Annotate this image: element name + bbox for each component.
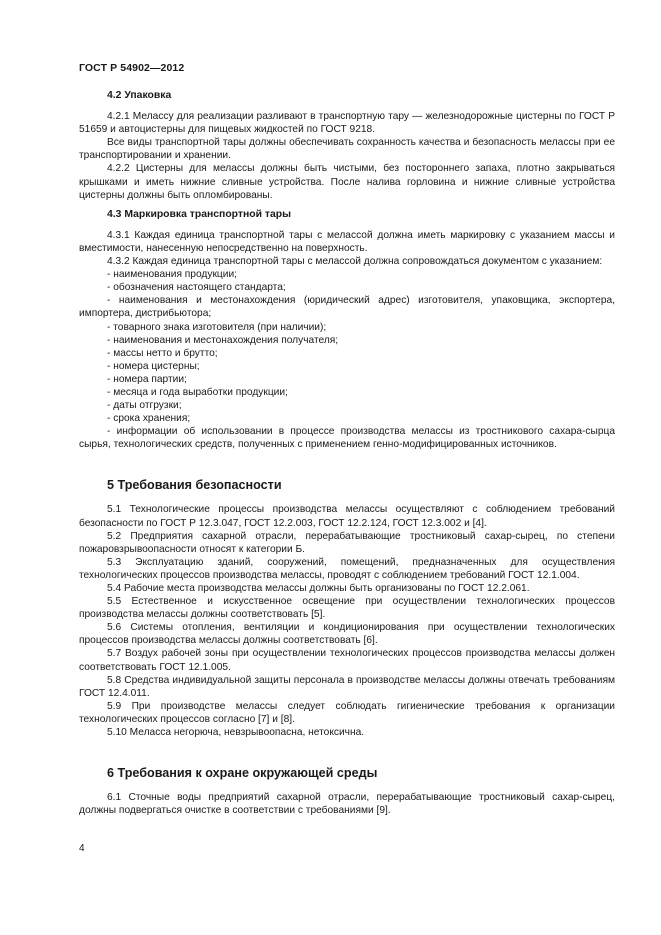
list-item: - номера партии;: [107, 373, 187, 385]
paragraph-5-4: 5.4 Рабочие места производства мелассы должны быть организованы по ГОСТ 12.2.061.: [107, 583, 530, 594]
list-item: - обозначения настоящего стандарта;: [107, 282, 286, 294]
paragraph-5-10: 5.10 Меласса негорюча, невзрывоопасна, нетоксична.: [107, 727, 365, 739]
paragraph-4-2-1: 4.2.1 Мелассу для реализации разливают в транспортную тару — железнодорожные цистерны по ГОСТ Р 51659 и автоцистерны для пищевых жидкостей по ГОСТ 9218.: [79, 111, 615, 136]
document-body: [79, 89, 615, 817]
paragraph-5-8: 5.8 Средства индивидуальной защиты персонала в производстве мелассы должны отвечать требованиям ГОСТ 12.4.011.: [79, 674, 615, 699]
list-item: - массы нетто и брутто;: [107, 347, 218, 359]
list-item: - наименования и местонахождения получателя;: [107, 334, 339, 346]
paragraph-4-2-2: 4.2.2 Цистерны для мелассы должны быть чистыми, без постороннего запаха, плотно закрываться крышками и иметь нижние сливные устройства. После налива горловина и нижние сливные устройства цистерны должны быть опломбированы.: [79, 163, 615, 201]
list-item: - даты отгрузки;: [107, 400, 182, 412]
paragraph-5-7: 5.7 Воздух рабочей зоны при осуществлении технологических процессов производства мелассы должен соответствовать ГОСТ 12.1.005.: [79, 648, 615, 673]
list-item: - информации об использовании в процессе производства мелассы из тростникового сахара-сырца сырья, технологических средств, полученных с применением генно-модифицированных источников.: [79, 426, 615, 451]
section-5-title: 5 Требования безопасности: [107, 478, 282, 493]
paragraph-4-2-1-cont: Все виды транспортной тары должны обеспечивать сохранность качества и безопасность мелассы при ее транспортировании и хранении.: [79, 137, 615, 162]
list-item: - товарного знака изготовителя (при наличии);: [107, 321, 327, 333]
section-4-2-title: 4.2 Упаковка: [107, 90, 172, 101]
paragraph-5-1: 5.1 Технологические процессы производства мелассы осуществляют с соблюдением требований безопасности по ГОСТ Р 12.3.047, ГОСТ 12.2.003, ГОСТ 12.2.124, ГОСТ 12.3.002 и [4].: [79, 504, 615, 529]
paragraph-6-1: 6.1 Сточные воды предприятий сахарной отрасли, перерабатывающие тростниковый сахар-сырец, должны подвергаться очистке в соответствии с требованиями [9].: [79, 792, 615, 817]
paragraph-5-6: 5.6 Системы отопления, вентиляции и кондиционирования при осуществлении технологических процессов производства мелассы должны соответствовать [6].: [79, 622, 615, 647]
document-header: ГОСТ Р 54902—2012: [79, 62, 185, 74]
list-item: - наименования продукции;: [107, 269, 237, 281]
page-number: 4: [79, 843, 85, 854]
paragraph-5-9: 5.9 При производстве мелассы следует соблюдать гигиенические требования к организации технологических процессов согласно [7] и [8].: [79, 700, 615, 725]
section-6-title: 6 Требования к охране окружающей среды: [107, 766, 378, 781]
paragraph-5-3: 5.3 Эксплуатацию зданий, сооружений, помещений, предназначенных для осуществления технологических процессов производства мелассы, проводят с соблюдением требований ГОСТ 12.1.004.: [79, 556, 615, 581]
paragraph-5-2: 5.2 Предприятия сахарной отрасли, перерабатывающие тростниковый сахар-сырец, по степени пожаровзрывоопасности относят к категории Б.: [79, 530, 615, 555]
paragraph-4-3-1: 4.3.1 Каждая единица транспортной тары с мелассой должна иметь маркировку с указанием массы и вместимости, нанесенную непосредственно на поверхность.: [79, 229, 615, 254]
list-item: - месяца и года выработки продукции;: [107, 386, 288, 398]
paragraph-5-5: 5.5 Естественное и искусственное освещение при осуществлении технологических процессов производства мелассы должны соответствовать [5].: [79, 596, 615, 621]
list-item: - номера цистерны;: [107, 360, 200, 372]
section-4-3-title: 4.3 Маркировка транспортной тары: [107, 208, 291, 220]
list-item: - срока хранения;: [107, 413, 191, 425]
paragraph-4-3-2: 4.3.2 Каждая единица транспортной тары с мелассой должна сопровождаться документом с указанием:: [107, 256, 603, 268]
list-item: - наименования и местонахождения (юридический адрес) изготовителя, упаковщика, экспортера, импортера, дистрибьютора;: [79, 295, 615, 320]
